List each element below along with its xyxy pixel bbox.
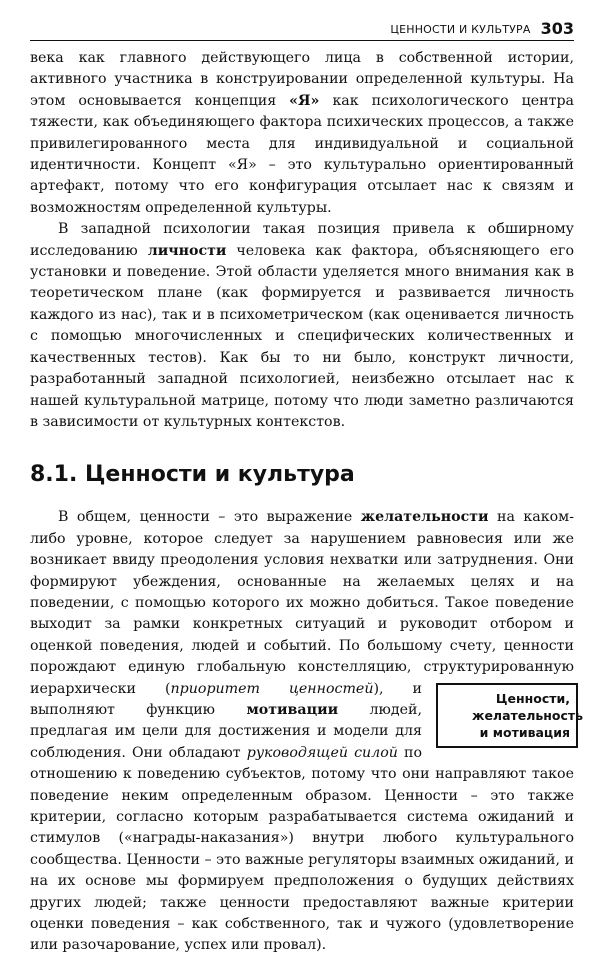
term-desirability: желательности — [360, 509, 489, 526]
paragraph-1-text-b: как психологического центра тяжести, как объединяющего фактора психических процессов, а также привилегированного места для индивидуальной и социальной идентичности. Концепт «Я» – это культурально ориентированный артефакт, потому что его конфигурация отсылает нас к связям и возможностям определенной культуры. — [30, 92, 574, 216]
term-self: «Я» — [289, 92, 320, 109]
paragraph-3-text-f: по отношению к поведению субъектов, потому что они направляют такое поведение неким определенным образом. Ценности – это также критерии, согласно которым разрабатывается система ожиданий и стимулов («награды-наказания») внутри любого культурального сообщества. Ценности – это важные регуляторы взаимных ожиданий, и на их основе мы формируем предположения о будущих действиях других людей; также ценности предоставляют важные критерии оценки поведения – как собственного, так и чужого (удовлетворение или разочарование, успех или провал). — [30, 744, 574, 954]
paragraph-1-text-a: века как главного действующего лица в собственной истории, активного участника в конструировании определенной культуры. На этом основывается концепция — [30, 50, 574, 109]
paragraph-3-text-b: на каком-либо уровне, которое следует за нарушением равновесия или же возникает ввиду преодоления условия нехватки или затруднения. Они формируют убеждения, основанные на желаемых целях и на поведении, с помощью которого их можно добиться. Такое поведение выходит за рамки конкретных ситуаций и руководит отбором и оценкой поведения, людей и событий. По большому счету, ценности порождают единую глобальную констелляцию, структурированную иерархически ( — [30, 509, 574, 697]
page-body — [30, 48, 584, 957]
paragraph-2-text-b: человека как фактора, объясняющего его установки и поведение. Этой области уделяется много внимания как в теоретическом плане (как формируется и развивается личность каждого из нас), так и в психометрическом (как оценивается личность с помощью многочисленных и специфических количественных и качественных тестов). Как бы то ни было, конструкт личности, разработанный западной психологией, неизбежно отсылает нас к нашей культуральной матрице, потому что люди заметно различаются в зависимости от культурных контекстов. — [30, 242, 574, 430]
term-guiding-force: руководящей силой — [246, 744, 398, 761]
paragraph-2 — [30, 219, 574, 433]
term-value-priority: приоритет ценностей — [170, 680, 374, 697]
page-number: 303 — [540, 19, 574, 38]
section-heading: 8.1. Ценности и культура — [30, 462, 355, 488]
paragraph-1 — [30, 48, 574, 219]
running-head: ЦЕННОСТИ И КУЛЬТУРА — [390, 23, 531, 36]
paragraph-3-text-a: В общем, ценности – это выражение — [58, 509, 361, 526]
term-personality: личности — [147, 242, 227, 259]
margin-note-line-3: и мотивация — [479, 724, 570, 740]
margin-note-box — [436, 683, 584, 748]
term-motivation: мотивации — [246, 701, 339, 718]
paragraph-3-text-d: ), и выполняют функцию — [30, 680, 423, 718]
paragraph-3 — [30, 507, 584, 957]
paragraph-2-text-a: В западной психологии такая позиция привела к обширному исследованию — [30, 221, 574, 259]
page-header — [30, 14, 574, 41]
margin-note-line-2: желательность — [472, 707, 584, 723]
margin-note-line-1: Ценности, — [495, 690, 570, 706]
paragraph-3-text-e: людей, предлагая им цели для достижения и модели для соблюдения. Они обладают — [30, 701, 422, 761]
